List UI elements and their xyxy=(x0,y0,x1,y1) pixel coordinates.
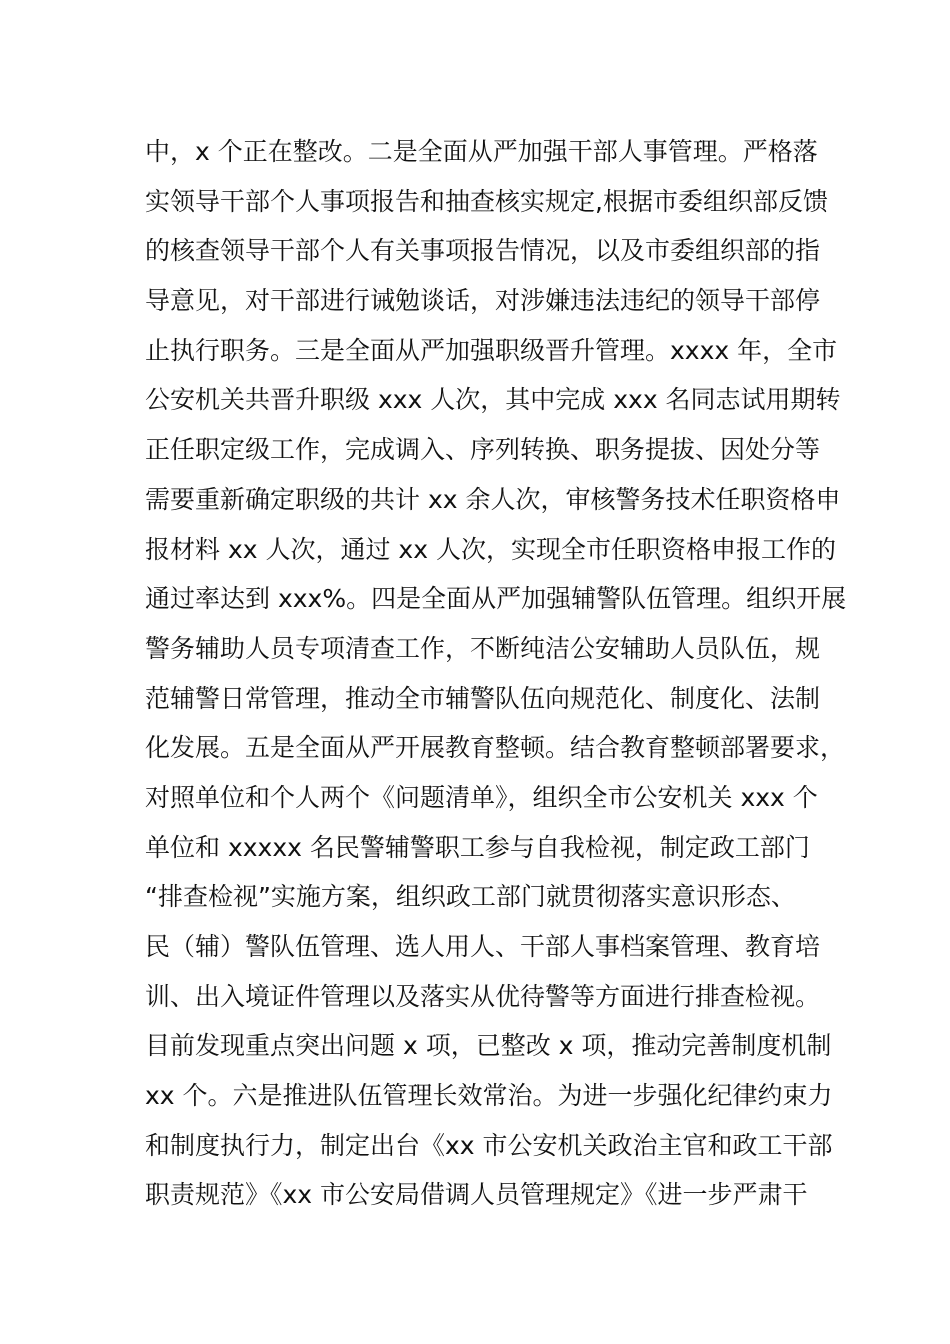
text-line: 的核查领导干部个人有关事项报告情况，以及市委组织部的指 xyxy=(145,236,821,266)
text-line: 实领导干部个人事项报告和抽查核实规定,根据市委组织部反馈 xyxy=(145,186,828,216)
text-line: 化发展。五是全面从严开展教育整顿。结合教育整顿部署要求， xyxy=(145,733,846,763)
text-line: 警务辅助人员专项清查工作，不断纯洁公安辅助人员队伍，规 xyxy=(145,633,821,663)
text-line: 公安机关共晋升职级 xxx 人次，其中完成 xxx 名同志试用期转 xyxy=(145,385,841,415)
text-line: 范辅警日常管理，推动全市辅警队伍向规范化、制度化、法制 xyxy=(145,683,821,713)
text-line: xx 个。六是推进队伍管理长效常治。为进一步强化纪律约束力 xyxy=(145,1081,833,1111)
text-line: 止执行职务。三是全面从严加强职级晋升管理。xxxx 年，全市 xyxy=(145,335,838,365)
text-line: 职责规范》《xx 市公安局借调人员管理规定》《进一步严肃干 xyxy=(145,1180,808,1210)
text-line: 和制度执行力，制定出台《xx 市公安机关政治主官和政工干部 xyxy=(145,1130,833,1160)
text-line: 通过率达到 xxx%。四是全面从严加强辅警队伍管理。组织开展 xyxy=(145,584,847,614)
text-line: 民（辅）警队伍管理、选人用人、干部人事档案管理、教育培 xyxy=(145,932,821,961)
text-line: 训、出入境证件管理以及落实从优待警等方面进行排查检视。 xyxy=(145,981,821,1011)
text-line: 中，x 个正在整改。二是全面从严加强干部人事管理。严格落 xyxy=(145,137,818,166)
text-line: 导意见，对干部进行诫勉谈话，对涉嫌违法违纪的领导干部停 xyxy=(145,286,821,316)
text-line: 单位和 xxxxx 名民警辅警职工参与自我检视，制定政工部门 xyxy=(145,832,810,862)
body-text xyxy=(145,127,847,1220)
text-line: 目前发现重点突出问题 x 项，已整改 x 项，推动完善制度机制 xyxy=(145,1031,832,1061)
text-line: 需要重新确定职级的共计 xx 余人次，审核警务技术任职资格申 xyxy=(145,484,841,514)
text-line: 报材料 xx 人次，通过 xx 人次，实现全市任职资格申报工作的 xyxy=(145,534,836,564)
text-line: 正任职定级工作，完成调入、序列转换、职务提拔、因处分等 xyxy=(145,435,821,465)
text-line: “排查检视”实施方案，组织政工部门就贯彻落实意识形态、 xyxy=(145,882,796,912)
text-line: 对照单位和个人两个《问题清单》，组织全市公安机关 xxx 个 xyxy=(145,782,818,812)
